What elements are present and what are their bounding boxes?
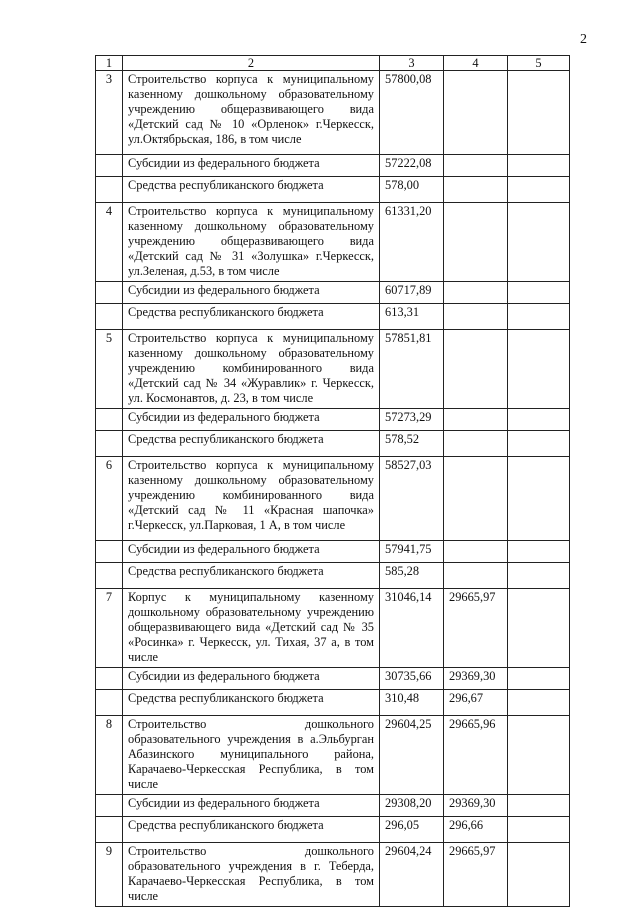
row-col-4-value <box>444 304 508 330</box>
header-col-3: 3 <box>380 56 444 71</box>
row-number <box>96 817 123 843</box>
row-col-3-value: 29604,25 <box>380 716 444 795</box>
row-col-3-value: 31046,14 <box>380 589 444 668</box>
row-col-5-value <box>508 843 570 907</box>
page-number: 2 <box>580 32 587 47</box>
row-number: 7 <box>96 589 123 668</box>
row-number <box>96 690 123 716</box>
row-col-4-value <box>444 177 508 203</box>
row-description: Строительство дошкольного образовательного учреждения в г. Теберда, Карачаево-Черкесская Республика, в том числе <box>123 843 380 907</box>
row-description: Средства республиканского бюджета <box>123 304 380 330</box>
row-col-4-value: 29369,30 <box>444 795 508 817</box>
row-col-5-value <box>508 668 570 690</box>
row-number <box>96 177 123 203</box>
row-col-5-value <box>508 155 570 177</box>
row-col-4-value <box>444 563 508 589</box>
row-description: Средства республиканского бюджета <box>123 690 380 716</box>
header-row <box>96 56 570 71</box>
row-col-3-value: 29604,24 <box>380 843 444 907</box>
row-number <box>96 282 123 304</box>
row-description: Средства республиканского бюджета <box>123 431 380 457</box>
row-description: Строительство корпуса к муниципальному казенному дошкольному образовательному учреждению общеразвивающего вида «Детский сад № 31 «Золушка» г.Черкесск, ул.Зеленая, д.53, в том числе <box>123 203 380 282</box>
table-row-subitem <box>96 541 570 563</box>
row-col-3-value: 29308,20 <box>380 795 444 817</box>
table-row-item <box>96 330 570 409</box>
row-col-5-value <box>508 282 570 304</box>
row-number <box>96 155 123 177</box>
row-description: Субсидии из федерального бюджета <box>123 282 380 304</box>
row-col-3-value: 57273,29 <box>380 409 444 431</box>
header-col-1: 1 <box>96 56 123 71</box>
row-description: Субсидии из федерального бюджета <box>123 409 380 431</box>
row-col-5-value <box>508 589 570 668</box>
row-col-3-value: 57941,75 <box>380 541 444 563</box>
row-description: Субсидии из федерального бюджета <box>123 795 380 817</box>
row-number: 6 <box>96 457 123 541</box>
row-col-4-value: 296,67 <box>444 690 508 716</box>
row-col-5-value <box>508 457 570 541</box>
row-col-3-value: 296,05 <box>380 817 444 843</box>
row-description: Средства республиканского бюджета <box>123 817 380 843</box>
row-number <box>96 795 123 817</box>
table-row-item <box>96 843 570 907</box>
row-col-5-value <box>508 409 570 431</box>
row-number <box>96 541 123 563</box>
row-col-3-value: 578,00 <box>380 177 444 203</box>
row-col-5-value <box>508 330 570 409</box>
row-col-5-value <box>508 541 570 563</box>
table-row-subitem <box>96 282 570 304</box>
row-col-4-value <box>444 330 508 409</box>
row-col-4-value <box>444 155 508 177</box>
table-row-subitem <box>96 409 570 431</box>
row-description: Средства республиканского бюджета <box>123 177 380 203</box>
row-col-3-value: 585,28 <box>380 563 444 589</box>
table-row-subitem <box>96 817 570 843</box>
row-description: Субсидии из федерального бюджета <box>123 668 380 690</box>
row-col-4-value <box>444 431 508 457</box>
table-row-subitem <box>96 304 570 330</box>
budget-table-body <box>96 56 570 907</box>
row-number: 4 <box>96 203 123 282</box>
table-row-subitem <box>96 795 570 817</box>
row-col-4-value: 29369,30 <box>444 668 508 690</box>
row-col-5-value <box>508 177 570 203</box>
table-row-subitem <box>96 563 570 589</box>
row-description: Строительство корпуса к муниципальному казенному дошкольному образовательному учреждению комбинированного вида «Детский сад № 11 «Красная шапочка» г.Черкесск, ул.Парковая, 1 А, в том числе <box>123 457 380 541</box>
row-col-4-value <box>444 457 508 541</box>
row-col-4-value <box>444 203 508 282</box>
row-col-5-value <box>508 690 570 716</box>
budget-table <box>95 55 570 907</box>
row-col-5-value <box>508 795 570 817</box>
header-col-4: 4 <box>444 56 508 71</box>
row-number: 8 <box>96 716 123 795</box>
header-col-5: 5 <box>508 56 570 71</box>
row-col-5-value <box>508 304 570 330</box>
row-col-3-value: 57222,08 <box>380 155 444 177</box>
table-row-item <box>96 716 570 795</box>
row-col-3-value: 57800,08 <box>380 71 444 155</box>
row-col-3-value: 60717,89 <box>380 282 444 304</box>
table-row-subitem <box>96 690 570 716</box>
table-row-subitem <box>96 155 570 177</box>
row-number: 9 <box>96 843 123 907</box>
row-col-3-value: 30735,66 <box>380 668 444 690</box>
row-number <box>96 304 123 330</box>
row-col-3-value: 310,48 <box>380 690 444 716</box>
row-col-5-value <box>508 431 570 457</box>
row-col-5-value <box>508 817 570 843</box>
row-number: 3 <box>96 71 123 155</box>
row-description: Строительство корпуса к муниципальному казенному дошкольному образовательному учреждению комбинированного вида «Детский сад № 34 «Журавлик» г. Черкесск, ул. Космонавтов, д. 23, в том числе <box>123 330 380 409</box>
row-col-5-value <box>508 71 570 155</box>
row-col-3-value: 57851,81 <box>380 330 444 409</box>
row-description: Субсидии из федерального бюджета <box>123 155 380 177</box>
row-number <box>96 431 123 457</box>
row-col-4-value: 29665,97 <box>444 843 508 907</box>
row-col-4-value <box>444 282 508 304</box>
row-col-3-value: 61331,20 <box>380 203 444 282</box>
row-number: 5 <box>96 330 123 409</box>
table-row-item <box>96 589 570 668</box>
row-col-4-value <box>444 409 508 431</box>
row-description: Субсидии из федерального бюджета <box>123 541 380 563</box>
row-col-5-value <box>508 203 570 282</box>
row-description: Средства республиканского бюджета <box>123 563 380 589</box>
row-col-4-value <box>444 541 508 563</box>
header-col-2: 2 <box>123 56 380 71</box>
row-number <box>96 563 123 589</box>
row-col-4-value: 29665,97 <box>444 589 508 668</box>
table-row-item <box>96 71 570 155</box>
row-col-3-value: 578,52 <box>380 431 444 457</box>
row-number <box>96 668 123 690</box>
row-col-4-value <box>444 71 508 155</box>
row-col-3-value: 613,31 <box>380 304 444 330</box>
row-description: Строительство корпуса к муниципальному казенному дошкольному образовательному учреждению общеразвивающего вида «Детский сад № 10 «Орленок» г.Черкесск, ул.Октябрьская, 186, в том числе <box>123 71 380 155</box>
table-row-subitem <box>96 668 570 690</box>
row-description: Корпус к муниципальному казенному дошкольному образовательному учреждению общеразвивающего вида «Детский сад № 35 «Росинка» г. Черкесск, ул. Тихая, 37 а, в том числе <box>123 589 380 668</box>
row-col-4-value: 296,66 <box>444 817 508 843</box>
row-col-5-value <box>508 563 570 589</box>
table-row-item <box>96 457 570 541</box>
table-row-subitem <box>96 177 570 203</box>
row-col-5-value <box>508 716 570 795</box>
table-row-subitem <box>96 431 570 457</box>
row-number <box>96 409 123 431</box>
row-col-3-value: 58527,03 <box>380 457 444 541</box>
table-row-item <box>96 203 570 282</box>
row-col-4-value: 29665,96 <box>444 716 508 795</box>
row-description: Строительство дошкольного образовательного учреждения в а.Эльбурган Абазинского муниципального района, Карачаево-Черкесская Республика, в том числе <box>123 716 380 795</box>
